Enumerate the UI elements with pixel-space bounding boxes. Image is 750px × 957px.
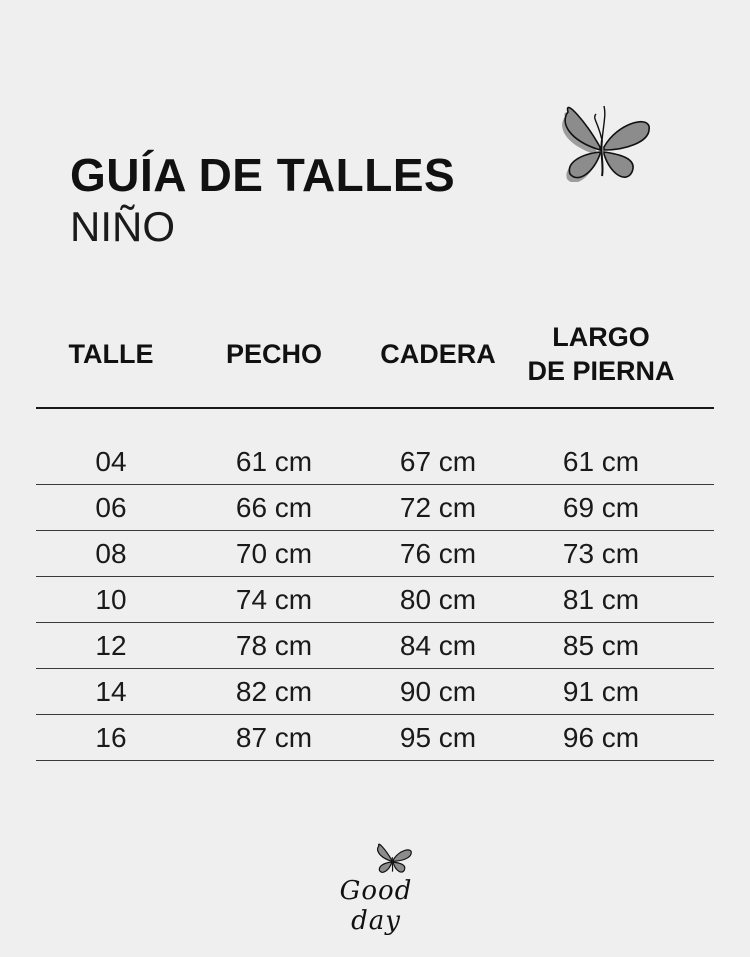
table-row	[36, 439, 714, 485]
brand-name: Good day	[339, 876, 413, 936]
cell-cadera: 67 cm	[399, 445, 477, 477]
column-header-pecho: PECHO	[225, 338, 323, 369]
cell-cadera: 84 cm	[399, 629, 477, 661]
cell-cadera: 90 cm	[399, 675, 477, 707]
column-header-largo-de-pierna: LARGO DE PIERNA	[527, 321, 675, 386]
table-row	[36, 577, 714, 623]
butterfly-icon	[556, 92, 656, 182]
cell-pecho: 82 cm	[235, 675, 313, 707]
cell-largo-de-pierna: 91 cm	[562, 675, 640, 707]
cell-cadera: 95 cm	[399, 721, 477, 753]
table-row	[36, 715, 714, 761]
cell-pecho: 61 cm	[235, 445, 313, 477]
cell-largo-de-pierna: 96 cm	[562, 721, 640, 753]
cell-pecho: 66 cm	[235, 491, 313, 523]
cell-talle: 10	[95, 583, 127, 615]
cell-cadera: 72 cm	[399, 491, 477, 523]
table-row	[36, 669, 714, 715]
cell-pecho: 78 cm	[235, 629, 313, 661]
cell-pecho: 74 cm	[235, 583, 313, 615]
cell-talle: 12	[95, 629, 127, 661]
size-table	[36, 300, 714, 761]
table-row	[36, 623, 714, 669]
cell-talle: 14	[95, 675, 127, 707]
page-subtitle: NIÑO	[70, 203, 175, 250]
column-header-talle: TALLE	[68, 338, 154, 369]
cell-largo-de-pierna: 61 cm	[562, 445, 640, 477]
column-header-cadera: CADERA	[380, 338, 496, 369]
page-title: GUÍA DE TALLES	[70, 149, 456, 201]
cell-talle: 16	[95, 721, 127, 753]
butterfly-icon	[374, 838, 414, 874]
cell-pecho: 87 cm	[235, 721, 313, 753]
cell-talle: 04	[95, 445, 127, 477]
cell-largo-de-pierna: 81 cm	[562, 583, 640, 615]
table-body	[36, 439, 714, 761]
cell-pecho: 70 cm	[235, 537, 313, 569]
table-header	[36, 300, 714, 409]
cell-cadera: 76 cm	[399, 537, 477, 569]
brand-logo	[316, 836, 436, 936]
table-row	[36, 485, 714, 531]
cell-talle: 06	[95, 491, 127, 523]
cell-largo-de-pierna: 85 cm	[562, 629, 640, 661]
table-row	[36, 531, 714, 577]
cell-largo-de-pierna: 69 cm	[562, 491, 640, 523]
cell-cadera: 80 cm	[399, 583, 477, 615]
cell-talle: 08	[95, 537, 127, 569]
cell-largo-de-pierna: 73 cm	[562, 537, 640, 569]
